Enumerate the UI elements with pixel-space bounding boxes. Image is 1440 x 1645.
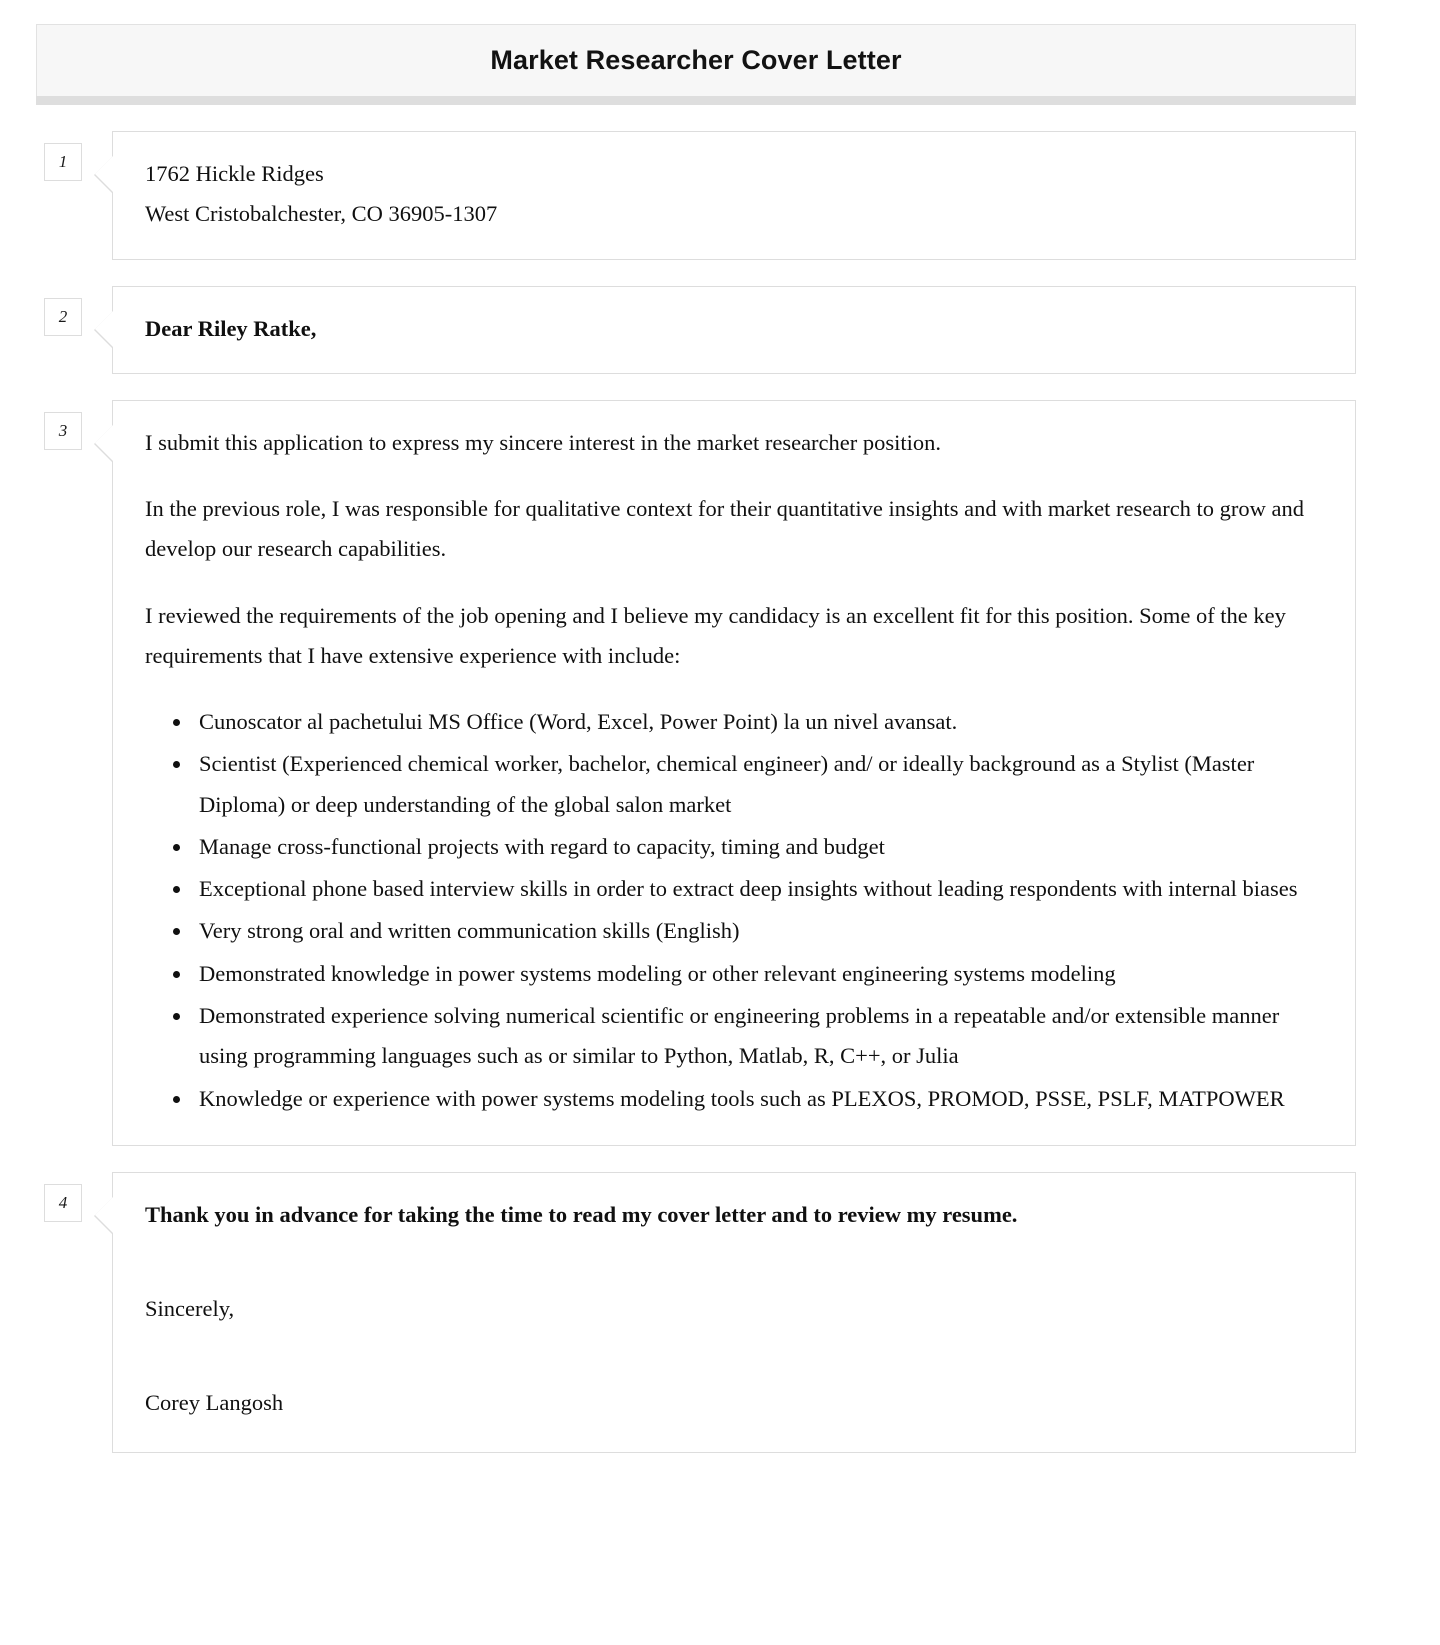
section-closing	[0, 1172, 1440, 1453]
address-line-1: 1762 Hickle Ridges	[145, 161, 324, 186]
section-number-badge[interactable]: 3	[44, 412, 82, 450]
requirements-list	[145, 702, 1321, 1119]
list-item: • Manage cross-functional projects with regard to capacity, timing and budget	[193, 827, 1321, 867]
valediction-text: Sincerely,	[145, 1296, 235, 1322]
sections-container	[0, 131, 1440, 1453]
section-number-badge[interactable]: 4	[44, 1184, 82, 1222]
salutation-callout[interactable]	[112, 286, 1356, 374]
closing-callout[interactable]	[112, 1172, 1356, 1453]
letter-body	[145, 423, 1321, 1119]
body-paragraph: In the previous role, I was responsible for qualitative context for their quantitative insights and with market research to grow and develop our research capabilities.	[145, 496, 1305, 562]
header-shadow-bar	[36, 96, 1356, 105]
body-paragraph: I reviewed the requirements of the job opening and I believe my candidacy is an excellent fit for this position. Some of the key requirements that I have extensive experience with include:	[145, 602, 1286, 668]
address-block	[145, 154, 1321, 235]
page-title: Market Researcher Cover Letter	[490, 45, 902, 75]
thank-you-text: Thank you in advance for taking the time to read my cover letter and to review my resume.	[145, 1201, 1018, 1227]
address-callout[interactable]	[112, 131, 1356, 260]
document-header	[36, 24, 1356, 96]
closing-block	[145, 1195, 1321, 1424]
section-number-badge[interactable]: 2	[44, 298, 82, 336]
signature-name: Corey Langosh	[145, 1390, 284, 1416]
section-number-badge[interactable]: 1	[44, 143, 82, 181]
salutation-text: Dear Riley Ratke,	[145, 315, 317, 341]
section-address	[0, 131, 1440, 260]
list-item: • Demonstrated knowledge in power systems modeling or other relevant engineering systems modeling	[193, 954, 1321, 994]
list-item: • Exceptional phone based interview skills in order to extract deep insights without leading respondents with internal biases	[193, 869, 1321, 909]
address-line-2: West Cristobalchester, CO 36905-1307	[145, 201, 498, 227]
body-callout[interactable]	[112, 400, 1356, 1146]
list-item: • Very strong oral and written communication skills (English)	[193, 911, 1321, 951]
cover-letter-page	[0, 24, 1440, 1453]
list-item: • Scientist (Experienced chemical worker, bachelor, chemical engineer) and/ or ideally background as a Stylist (Master Diploma) or deep understanding of the global salon market	[193, 744, 1321, 825]
list-item: • Cunoscator al pachetului MS Office (Word, Excel, Power Point) la un nivel avansat.	[193, 702, 1321, 742]
section-body	[0, 400, 1440, 1146]
section-salutation	[0, 286, 1440, 374]
list-item: • Demonstrated experience solving numerical scientific or engineering problems in a repeatable and/or extensible manner using programming languages such as or similar to Python, Matlab, R, C++, or Julia	[193, 996, 1321, 1077]
body-paragraph: I submit this application to express my sincere interest in the market researcher position.	[145, 429, 942, 455]
list-item: • Knowledge or experience with power systems modeling tools such as PLEXOS, PROMOD, PSSE, PSLF, MATPOWER	[193, 1079, 1321, 1119]
